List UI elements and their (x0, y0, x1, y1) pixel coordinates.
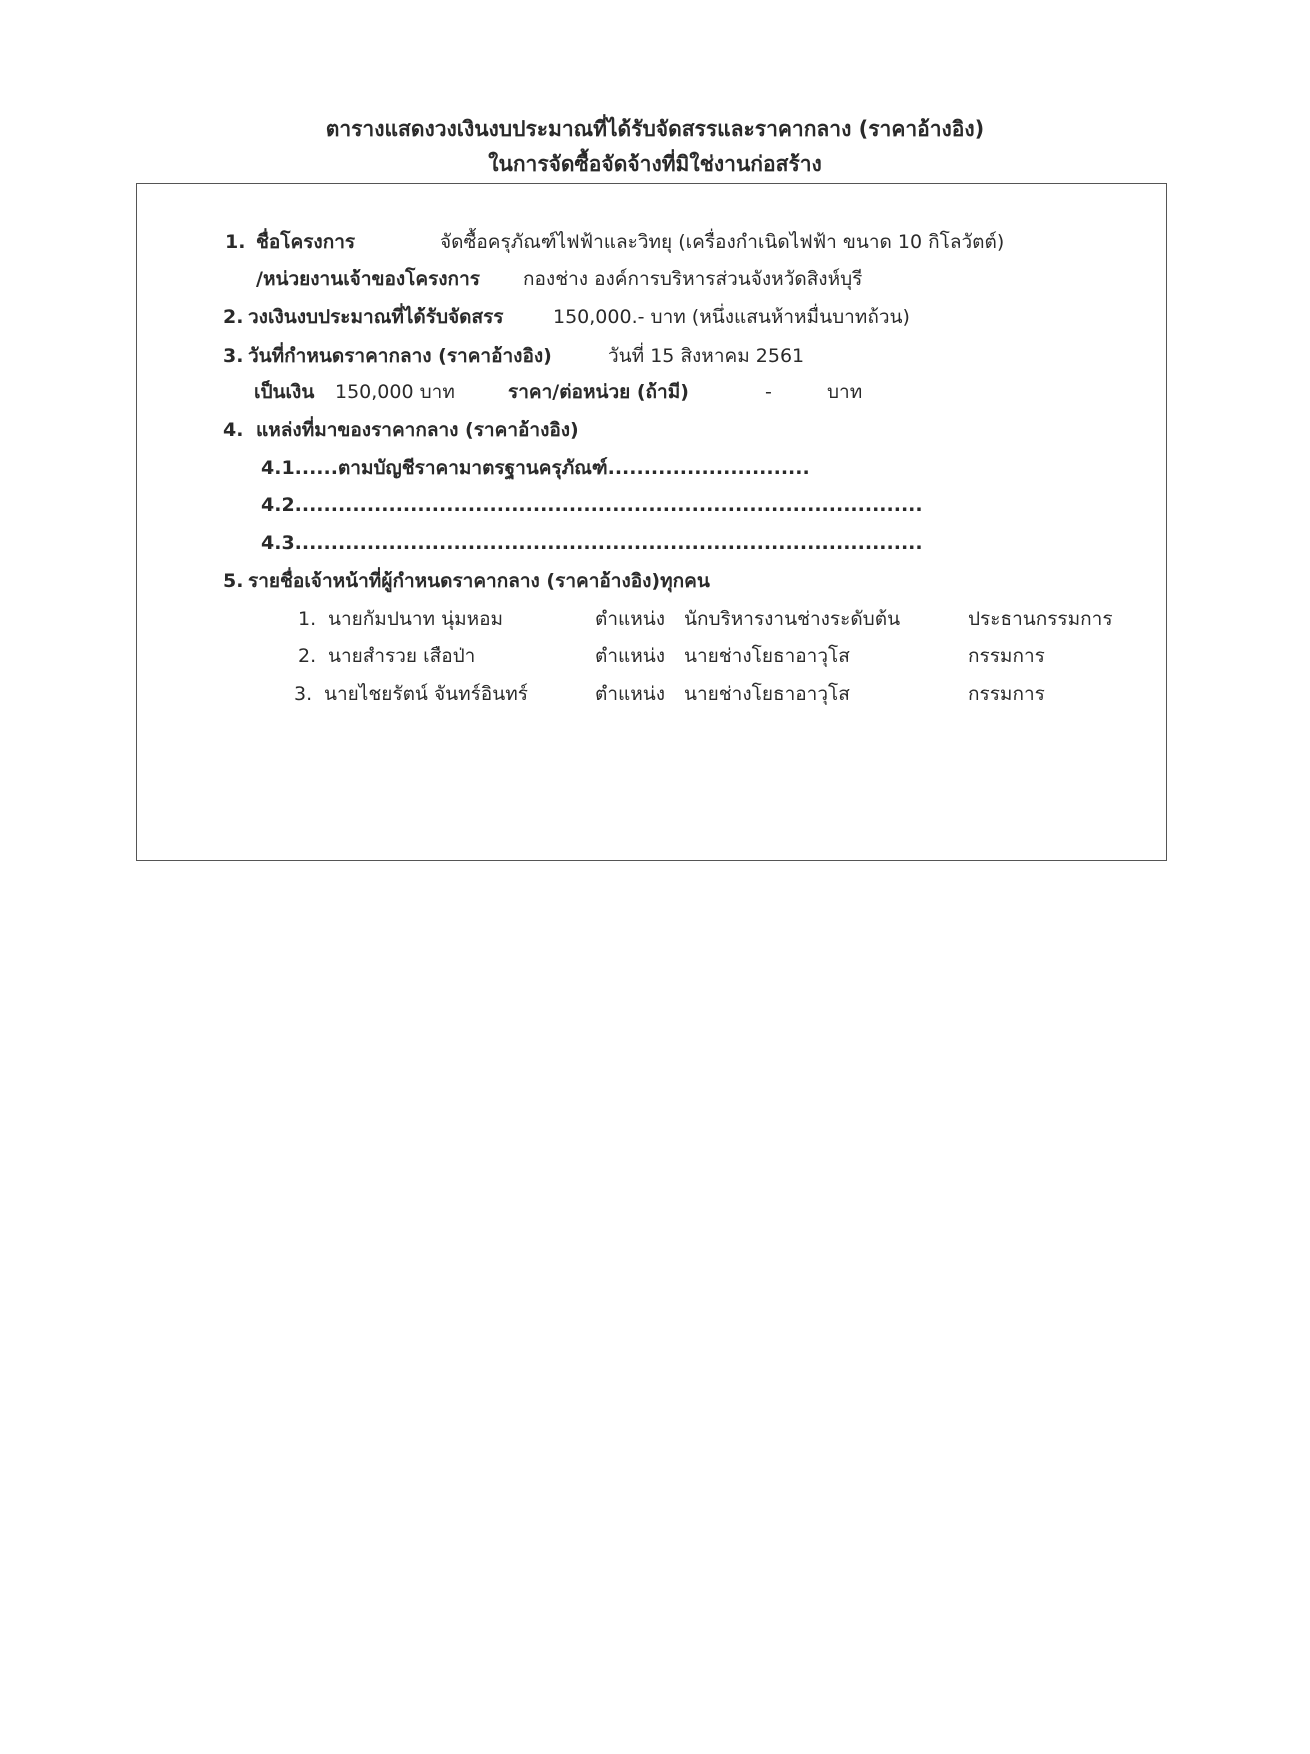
member-position: นายช่างโยธาอาวุโส (684, 683, 850, 705)
item3-label: วันที่กำหนดราคากลาง (ราคาอ้างอิง) (248, 345, 552, 367)
member-number: 2. (298, 645, 317, 667)
item2-number: 2. (223, 306, 244, 328)
item1-number: 1. (225, 231, 246, 253)
member-number: 3. (294, 683, 313, 705)
item1-owner-value: กองช่าง องค์การบริหารส่วนจังหวัดสิงห์บุรี (523, 268, 863, 290)
member-position-label: ตำแหน่ง (595, 645, 666, 667)
item3-amount-label: เป็นเงิน (254, 381, 315, 403)
member-role: กรรมการ (968, 683, 1045, 705)
member-position-label: ตำแหน่ง (595, 683, 666, 705)
item3-number: 3. (223, 345, 244, 367)
item2-label: วงเงินงบประมาณที่ได้รับจัดสรร (248, 306, 504, 328)
item4-number: 4. (223, 419, 244, 441)
member-role: กรรมการ (968, 645, 1045, 667)
document-subtitle: ในการจัดซื้อจัดจ้างที่มิใช่งานก่อสร้าง (488, 152, 822, 176)
item3-value: วันที่ 15 สิงหาคม 2561 (608, 345, 805, 367)
member-name: นายไชยรัตน์ จันทร์อินทร์ (324, 683, 528, 705)
item1-label: ชื่อโครงการ (256, 231, 356, 253)
item4-label: แหล่งที่มาของราคากลาง (ราคาอ้างอิง) (256, 419, 579, 441)
item2-value: 150,000.- บาท (หนึ่งแสนห้าหมื่นบาทถ้วน) (553, 306, 910, 328)
item1-owner-label: /หน่วยงานเจ้าของโครงการ (256, 268, 480, 290)
source-item-2: 4.2....................................................................................... (261, 494, 923, 516)
item3-unit-price-value: - (765, 381, 772, 403)
member-number: 1. (298, 608, 317, 630)
item1-value: จัดซื้อครุภัณฑ์ไฟฟ้าและวิทยุ (เครื่องกำเนิดไฟฟ้า ขนาด 10 กิโลวัตต์) (440, 231, 1005, 253)
member-role: ประธานกรรมการ (968, 608, 1113, 630)
item5-number: 5. (223, 570, 244, 592)
member-position-label: ตำแหน่ง (595, 608, 666, 630)
member-name: นายกัมปนาท นุ่มหอม (328, 608, 504, 630)
source-item-3: 4.3....................................................................................... (261, 532, 923, 554)
document-title: ตารางแสดงวงเงินงบประมาณที่ได้รับจัดสรรและราคากลาง (ราคาอ้างอิง) (325, 117, 985, 141)
member-name: นายสำรวย เสือป่า (328, 645, 476, 667)
source-item-1: 4.1......ตามบัญชีราคามาตรฐานครุภัณฑ์............................ (261, 457, 810, 479)
item3-unit-price-currency: บาท (827, 381, 863, 403)
item3-unit-price-label: ราคา/ต่อหน่วย (ถ้ามี) (508, 381, 689, 403)
item3-amount-value: 150,000 บาท (335, 381, 455, 403)
member-position: นายช่างโยธาอาวุโส (684, 645, 850, 667)
item5-label: รายชื่อเจ้าหน้าที่ผู้กำหนดราคากลาง (ราคาอ้างอิง)ทุกคน (248, 570, 710, 592)
member-position: นักบริหารงานช่างระดับต้น (684, 608, 901, 630)
